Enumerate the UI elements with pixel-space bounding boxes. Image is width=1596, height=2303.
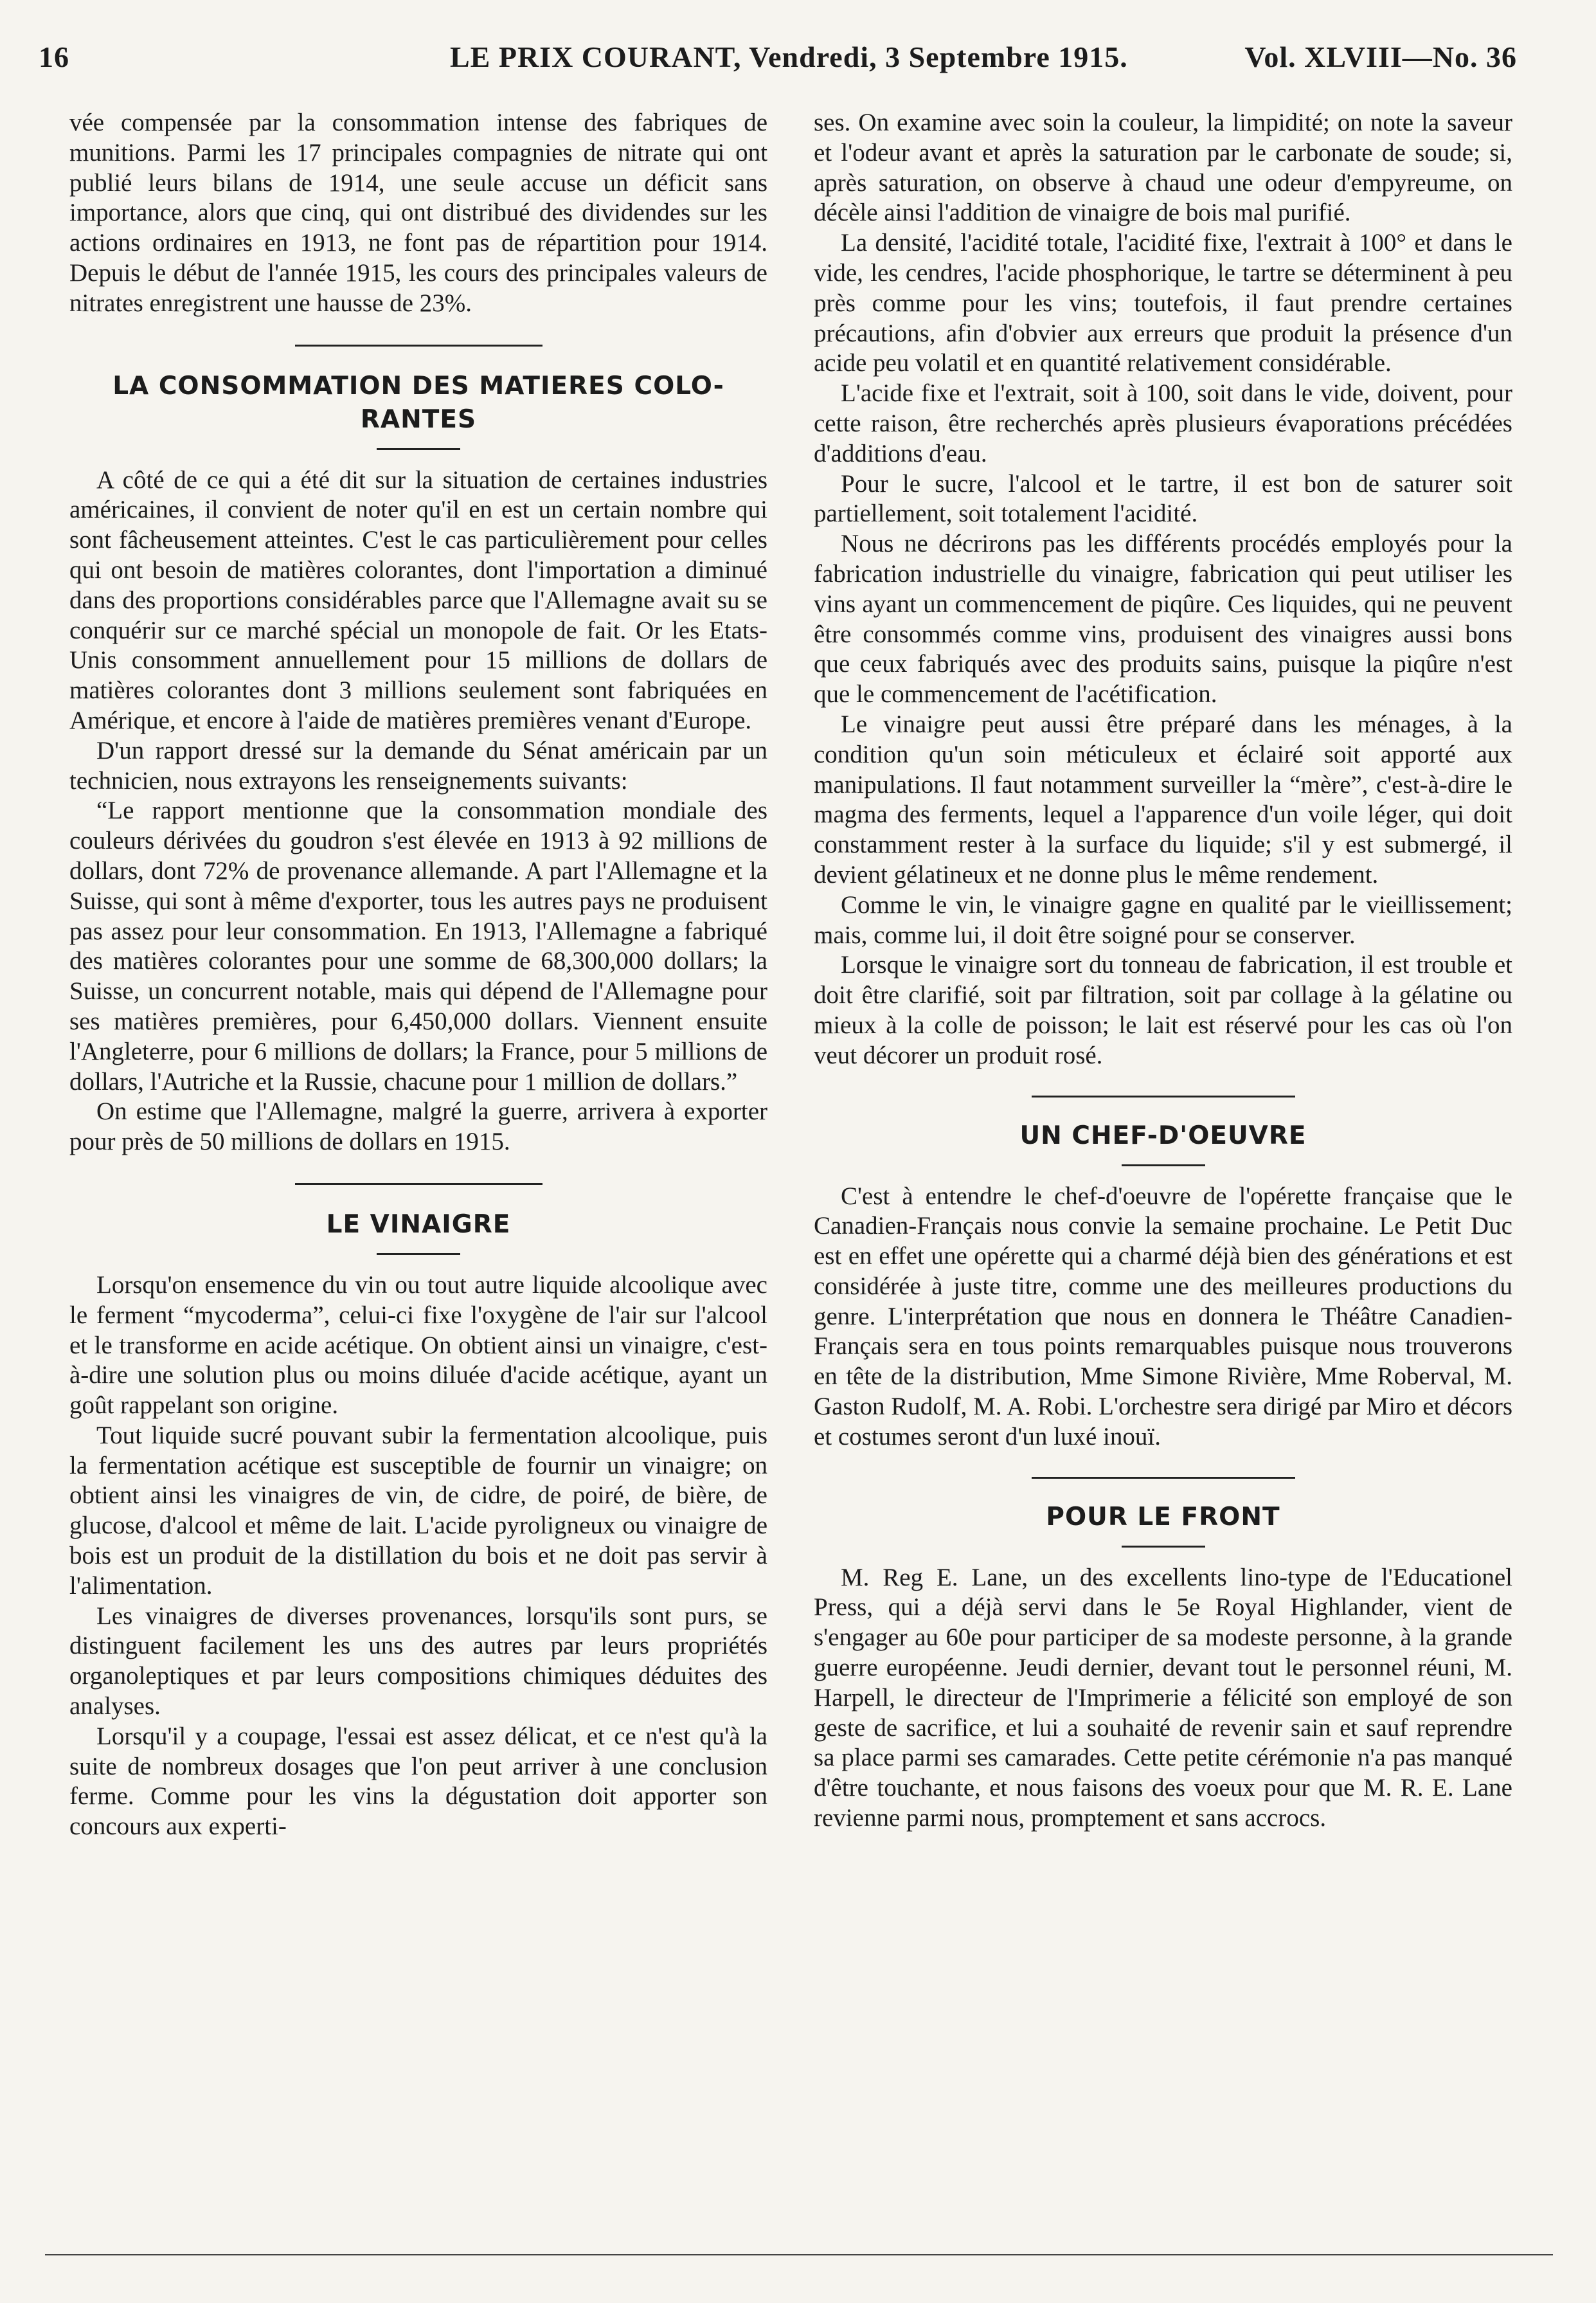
section-title-pour-le-front: POUR LE FRONT <box>1046 1502 1280 1531</box>
intro-paragraph: vée compensée par la consommation intense des fabriques de munitions. Parmi les 17 principales compagnies de nitrate qui ont publié leurs bilans de 1914, une seule accuse un déficit sans importance, alors que cinq, qui ont distribué des dividendes sur les actions ordinaires en 1913, ne font pas de répartition pour 1914. Depuis le début de l'année 1915, les cours des principales valeurs de nitrates enregistrent une hausse de 23%. <box>69 109 767 317</box>
paragraph: Comme le vin, le vinaigre gagne en qualité par le vieillissement; mais, comme lui, il doit être soigné pour se conserver. <box>814 890 1512 949</box>
title-underline <box>1122 1164 1205 1166</box>
paragraph: Le vinaigre peut aussi être préparé dans les ménages, à la condition qu'un soin méticuleux et éclairé soit apporté aux manipulations. Il faut notamment surveiller la “mère”, c'est-à-dire le magma des ferments, lequel a l'apparence d'un voile léger, qui doit constamment rester à la surface du liquide; s'il y est submergé, il devient gélatineux et ne donne plus le même rendement. <box>814 710 1512 889</box>
quoted-paragraph: “Le rapport mentionne que la consommation mondiale des couleurs dérivées du goudron s'est élevée en 1913 à 92 millions de dollars, dont 72% de provenance allemande. A part l'Allemagne et la Suisse, qui sont à même d'exporter, tous les autres pays ne produisent pas assez pour leur consommation. En 1913, l'Allemagne a fabriqué des matières colorantes pour une somme de 68,300,000 dollars; la Suisse, un concurrent notable, mais qui dépend de l'Allemagne pour ses matières premières, pour 6,450,000 dollars. Viennent ensuite l'Angleterre, pour 6 millions de dollars; la France, pour 5 millions de dollars, l'Autriche et la Russie, chacune pour 1 million de dollars.” <box>69 797 767 1096</box>
volume-number: Vol. XLVIII—No. 36 <box>1244 41 1517 73</box>
divider <box>1032 1477 1295 1479</box>
section-title-vinaigre: LE VINAIGRE <box>326 1209 511 1239</box>
divider <box>295 1183 542 1185</box>
title-underline <box>377 448 460 450</box>
divider <box>1032 1096 1295 1097</box>
paragraph: Tout liquide sucré pouvant subir la fermentation alcoolique, puis la fermentation acétique est susceptible de fournir un vinaigre; on obtient ainsi les vinaigres de vin, de cidre, de poiré, de bière, de glucose, d'alcool et même de lait. L'acide pyroligneux ou vinaigre de bois est un produit de la distillation du bois et ne doit pas servir à l'alimentation. <box>69 1421 767 1600</box>
paragraph: M. Reg E. Lane, un des excellents lino-type de l'Educationel Press, qui a déjà servi dans le 5e Royal Highlander, vient de s'engager au 60e pour participer de sa modeste personne, à la grande guerre européenne. Jeudi dernier, devant tout le personnel réuni, M. Harpell, le directeur de l'Imprimerie a félicité son employé de son geste de sacrifice, et lui a souhaité de revenir sain et sauf reprendre sa place parmi ses camarades. Cette petite cérémonie n'a pas manqué d'être touchante, et nous faisons des voeux pour que M. R. E. Lane revienne parmi nous, promptement et sans accrocs. <box>814 1563 1512 1832</box>
section-title-matieres-colorantes <box>69 370 767 437</box>
right-column <box>814 108 1512 1834</box>
title-underline <box>1122 1546 1205 1548</box>
paragraph: La densité, l'acidité totale, l'acidité fixe, l'extrait à 100° et dans le vide, les cendres, l'acide phosphorique, le tartre se déterminent à peu près comme pour les vins; toutefois, il faut prendre certaines précautions, afin d'obvier aux erreurs que produit la présence d'un acide peu volatil et en quantité relativement considérable. <box>814 229 1512 377</box>
paragraph: Les vinaigres de diverses provenances, lorsqu'ils sont purs, se distinguent facilement les uns des autres par leurs propriétés organoleptiques et par leurs compositions chimiques déduites des analyses. <box>69 1602 767 1720</box>
footer-rule <box>45 2254 1553 2255</box>
paragraph: Lorsqu'il y a coupage, l'essai est assez délicat, et ce n'est qu'à la suite de nombreux dosages que l'on peut arriver à une conclusion ferme. Comme pour les vins la dégustation doit apporter son concours aux experti- <box>69 1722 767 1841</box>
paragraph: Nous ne décrirons pas les différents procédés employés pour la fabrication industrielle du vinaigre, fabrication qui peut utiliser les vins ayant un commencement de piqûre. Ces liquides, qui ne peuvent être consommés comme vins, produisent des vinaigres aussi bons que ceux fabriqués avec des produits sains, puisque la piqûre n'est que le commencement de l'acétification. <box>814 530 1512 709</box>
paragraph: On estime que l'Allemagne, malgré la guerre, arrivera à exporter pour près de 50 millions de dollars en 1915. <box>69 1097 767 1156</box>
section-title-line-2: RANTES <box>360 404 477 434</box>
left-column <box>69 108 767 1842</box>
paragraph: Lorsqu'on ensemence du vin ou tout autre liquide alcoolique avec le ferment “mycoderma”, celui-ci fixe l'oxygène de l'air sur l'alcool et le transforme en acide acétique. On obtient ainsi un vinaigre, c'est-à-dire une solution plus ou moins diluée d'acide acétique, ayant un goût rappelant son origine. <box>69 1270 767 1420</box>
divider <box>295 345 542 347</box>
paragraph: L'acide fixe et l'extrait, soit à 100, soit dans le vide, doivent, pour cette raison, être recherchés après plusieurs évaporations précédées d'additions d'eau. <box>814 379 1512 467</box>
paragraph: D'un rapport dressé sur la demande du Sénat américain par un technicien, nous extrayons les renseignements suivants: <box>69 736 767 795</box>
page-number: 16 <box>39 41 69 73</box>
page-header <box>39 40 1517 78</box>
paragraph: A côté de ce qui a été dit sur la situation de certaines industries américaines, il convient de noter qu'il en est un certain nombre qui sont fâcheusement atteintes. C'est le cas particulièrement pour celles qui ont besoin de matières colorantes, dont l'importation a diminué dans des proportions considérables parce que l'Allemagne avait su se conquérir sur ce marché spécial un monopole de fait. Or les Etats-Unis consomment annuellement pour 15 millions de dollars de matières colorantes dont 3 millions seulement sont fabriquées en Amérique, et encore à l'aide de matières premières venant d'Europe. <box>69 465 767 734</box>
section-title-chef-doeuvre: UN CHEF-D'OEUVRE <box>1019 1121 1307 1150</box>
title-underline <box>377 1253 460 1255</box>
section-title-line-1: LA CONSOMMATION DES MATIERES COLO- <box>112 371 724 401</box>
publication-title: LE PRIX COURANT, Vendredi, 3 Septembre 1915. <box>450 41 1128 73</box>
paragraph: ses. On examine avec soin la couleur, la limpidité; on note la saveur et l'odeur avant et après la saturation par le carbonate de soude; si, après saturation, on observe à chaud une odeur d'empyreume, on décèle ainsi l'addition de vinaigre de bois mal purifié. <box>814 109 1512 227</box>
paragraph: Pour le sucre, l'alcool et le tartre, il est bon de saturer soit partiellement, soit totalement l'acidité. <box>814 469 1512 528</box>
paragraph: C'est à entendre le chef-d'oeuvre de l'opérette française que le Canadien-Français nous convie la semaine prochaine. Le Petit Duc est en effet une opérette qui a charmé déjà bien des générations et est considérée à juste titre, comme une des meilleures productions du genre. L'interprétation que nous en donnera le Théâtre Canadien-Français sera en tous points remarquables puisque nous trouverons en tête de la distribution, Mme Simone Rivière, Mme Roberval, M. Gaston Rudolf, M. A. Robi. L'orchestre sera dirigé par Miro et décors et costumes seront d'un luxé inouï. <box>814 1182 1512 1450</box>
paragraph: Lorsque le vinaigre sort du tonneau de fabrication, il est trouble et doit être clarifié, soit par filtration, soit par collage à la gélatine ou mieux à la colle de poisson; le lait est réservé pour les cas où l'on veut décorer un produit rosé. <box>814 951 1512 1069</box>
